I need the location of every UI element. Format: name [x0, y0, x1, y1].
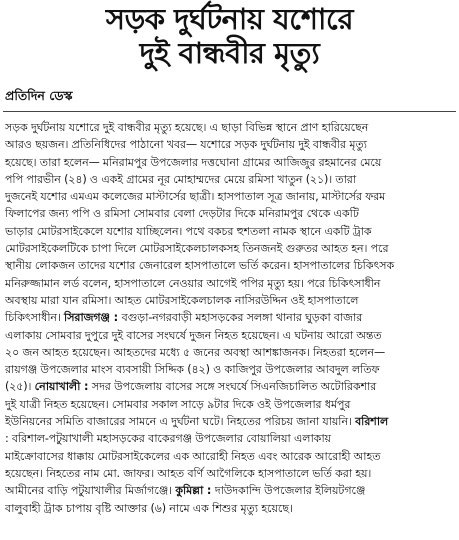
article-body: [5, 119, 454, 537]
body-line: মাইক্রোবাসের ধাক্কায় মোটরসাইকেলের এক আরোহী নিহত এবং আরেক আরোহী আহত: [5, 449, 381, 463]
body-line: আরও ছয়জন। প্রতিনিধিদের পাঠানো খবর— যশোরে সড়ক দুর্ঘটনায় দুই বান্ধবীর মৃত্যু: [5, 138, 367, 152]
body-line: মোটরসাইকেলটিকে চাপা দিলে মোটরসাইকেলচালকসহ তিনজনই গুরুতর আহত হন। পরে: [5, 242, 389, 256]
body-line: অবস্থায় মারা যান রমিসা। আহত মোটরসাইকেলচালক নাসিরউদ্দিন ওই হাসপাতালে: [5, 293, 359, 307]
body-line: হয়েছেন। নিহতের নাম মো. জাফর। আহত বর্ণি আগৈলিকে হাসপাতালে ভর্তি করা হয়।: [5, 466, 372, 480]
body-line: বালুবাহী ট্রাক চাপায় বৃষ্টি আক্তার (৬) নামে এক শিশুর মৃত্যু হয়েছে।: [5, 501, 293, 515]
body-line: চিকিৎসাধীন। সিরাজগঞ্জ : বগুড়া-নগরবাড়ী মহাসড়কের সলঙ্গা থানার ঘুড়কা বাজার: [5, 311, 363, 325]
body-line: দুজনেই যশোর এমএম কলেজের মাস্টার্সের ছাত্রী। হাসপাতাল সূত্র জানায়, মাস্টার্সের ফরম: [5, 190, 386, 204]
body-line: ২০ জন আহত হয়েছেন। আহতদের মধ্যে ৫ জনের অবস্থা আশঙ্কাজনক। নিহতরা হলেন—: [5, 345, 385, 359]
body-line: স্থানীয় লোকজন তাদের যশোর জেনারেল হাসপাতালে ভর্তি করেন। হাসপাতালের চিকিৎসক: [5, 259, 395, 273]
body-line: এলাকায় সোমবার দুপুরে দুই বাসের সংঘর্ষে দুজন নিহত হয়েছেন। এ ঘটনায় আরো অন্তত: [5, 328, 382, 342]
byline: প্রতিদিন ডেস্ক: [5, 88, 73, 103]
body-line: হয়েছে। তারা হলেন— মনিরামপুর উপজেলার দত্তঘোনা গ্রামের আজিজুর রহমানের মেয়ে: [5, 155, 382, 169]
body-line: ইউনিয়নের সমিতি বাজারের সামনে এ দুর্ঘটনা ঘটে। নিহতের পরিচয় জানা যায়নি। বরিশাল: [5, 415, 389, 429]
dateline-sirajganj: সিরাজগঞ্জ :: [64, 311, 122, 325]
byline-divider: [3, 111, 456, 112]
body-line: সড়ক দুর্ঘটনায় যশোরে দুই বান্ধবীর মৃত্যু হয়েছে। এ ছাড়া বিভিন্ন স্থানে প্রাণ হারিয়েছেন: [5, 121, 369, 134]
body-line: ভাড়ার মোটরসাইকেলে যশোর যাচ্ছিলেন। পথে বকচর হুশতলা নামক স্থানে একটি ট্রাক: [5, 224, 372, 238]
body-line: : বরিশাল-পটুয়াখালী মহাসড়কের বাকেরগঞ্জ উপজেলার বোয়ালিয়া এলাকায়: [5, 432, 331, 446]
headline-line-2: দুই বান্ধবীর মৃত্যু: [139, 36, 320, 70]
dateline-cumilla: কুমিল্লা :: [175, 484, 215, 498]
headline-line-1: সড়ক দুর্ঘটনায় যশোরে: [105, 2, 354, 36]
body-line: পপি পারভীন (২৪) ও একই গ্রামের নূর মোহাম্মদের মেয়ে রমিসা খাতুন (২১)। তারা: [5, 172, 356, 186]
body-line: ফিলাপের জন্য পপি ও রমিসা সোমবার বেলা দেড়টার দিকে মনিরামপুর থেকে একটি: [5, 207, 359, 221]
body-line: রায়গঞ্জ উপজেলার মাংস ব্যবসায়ী সিদ্দিক (৪২) ও কাজিপুর উপজেলার আবদুল লতিফ: [5, 363, 380, 377]
dateline-barishal: বরিশাল: [355, 415, 389, 429]
body-line: (২৫)। নোয়াখালী : সদর উপজেলায় বাসের সঙ্গে সংঘর্ষে সিএনজিচালিত অটোরিকশার: [5, 380, 377, 394]
dateline-noakhali: নোয়াখালী :: [34, 380, 92, 394]
body-line: দুই যাত্রী নিহত হয়েছেন। সোমবার সকাল সাড়ে ৯টার দিকে ওই উপজেলার ধর্মপুর: [5, 397, 351, 411]
body-line: মনিরুজ্জামান লর্ড বলেন, হাসপাতালে নেওয়ার আগেই পপির মৃত্যু হয়। পরে চিকিৎসাধীন: [5, 276, 381, 290]
article-headline: [0, 2, 459, 70]
body-line: আমীনের বাড়ি পটুয়াখালীর মির্জাগঞ্জে। কুমিল্লা : দাউদকান্দি উপজেলার ইলিয়টগঞ্জে: [5, 484, 366, 498]
